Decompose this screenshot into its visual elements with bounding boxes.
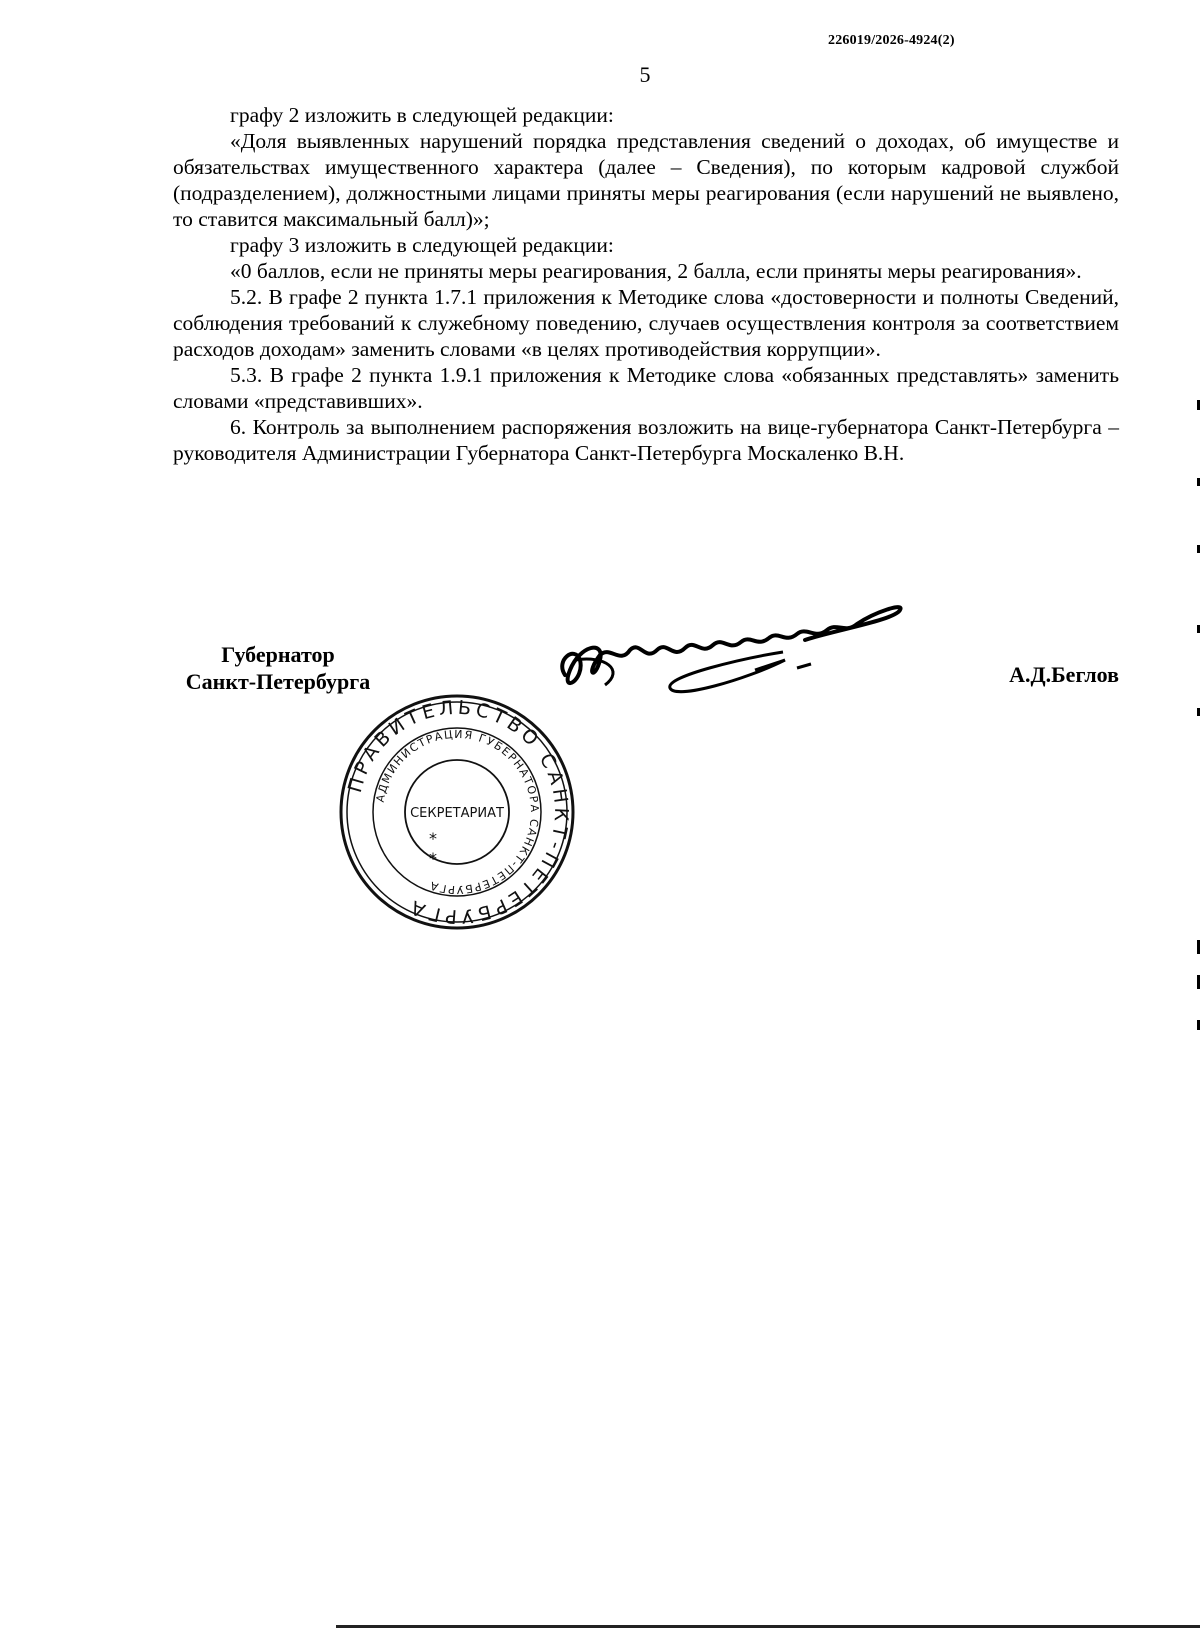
official-seal [337,692,577,932]
paragraph: графу 2 изложить в следующей редакции: [230,103,614,127]
document-body [173,102,1119,466]
scan-bottom-edge [336,1625,1200,1628]
svg-text:СЕКРЕТАРИАТ: СЕКРЕТАРИАТ [410,806,504,821]
signatory-name: А.Д.Беглов [1009,662,1119,687]
svg-text:*: * [429,829,437,848]
signatory-title-line: Губернатор [221,642,335,667]
paragraph: 5.3. В графе 2 пункта 1.9.1 приложения к Методике слова «обязанных представлять» заменить словами «представивших». [173,363,1119,413]
paragraph: «Доля выявленных нарушений порядка представления сведений о доходах, об имуществе и обязательствах имущественного характера (далее – Сведения), по которым кадровой службой (подразделением), должностными лицами приняты меры реагирования (если нарушений не выявлено, то ставится максимальный балл)»; [173,129,1119,231]
paragraph: 5.2. В графе 2 пункта 1.7.1 приложения к Методике слова «достоверности и полноты Сведений, соблюдения требований к служебному поведению, случаев осуществления контроля за соответствием расходов доходам» заменить словами «в целях противодействия коррупции». [173,285,1119,361]
svg-text:АДМИНИСТРАЦИЯ ГУБЕРНАТОРА САНК: АДМИНИСТРАЦИЯ ГУБЕРНАТОРА САНКТ-ПЕТЕРБУРГА [373,727,542,897]
svg-text:*: * [429,849,437,868]
page-number: 5 [639,62,651,87]
signatory-title [173,641,383,695]
paragraph: графу 3 изложить в следующей редакции: [230,233,614,257]
signatory-title-line: Санкт-Петербурга [185,669,371,694]
paragraph: «0 баллов, если не приняты меры реагирования, 2 балла, если приняты меры реагирования». [230,259,1082,283]
handwritten-signature [545,600,945,730]
paragraph: 6. Контроль за выполнением распоряжения возложить на вице-губернатора Санкт-Петербурга – руководителя Администрации Губернатора Санкт-Петербурга Москаленко В.Н. [173,415,1119,465]
document-registration-number: 226019/2026-4924(2) [828,33,955,48]
svg-text:ПРАВИТЕЛЬСТВО САНКТ-ПЕТЕРБУРГА: ПРАВИТЕЛЬСТВО САНКТ-ПЕТЕРБУРГА [343,696,573,928]
